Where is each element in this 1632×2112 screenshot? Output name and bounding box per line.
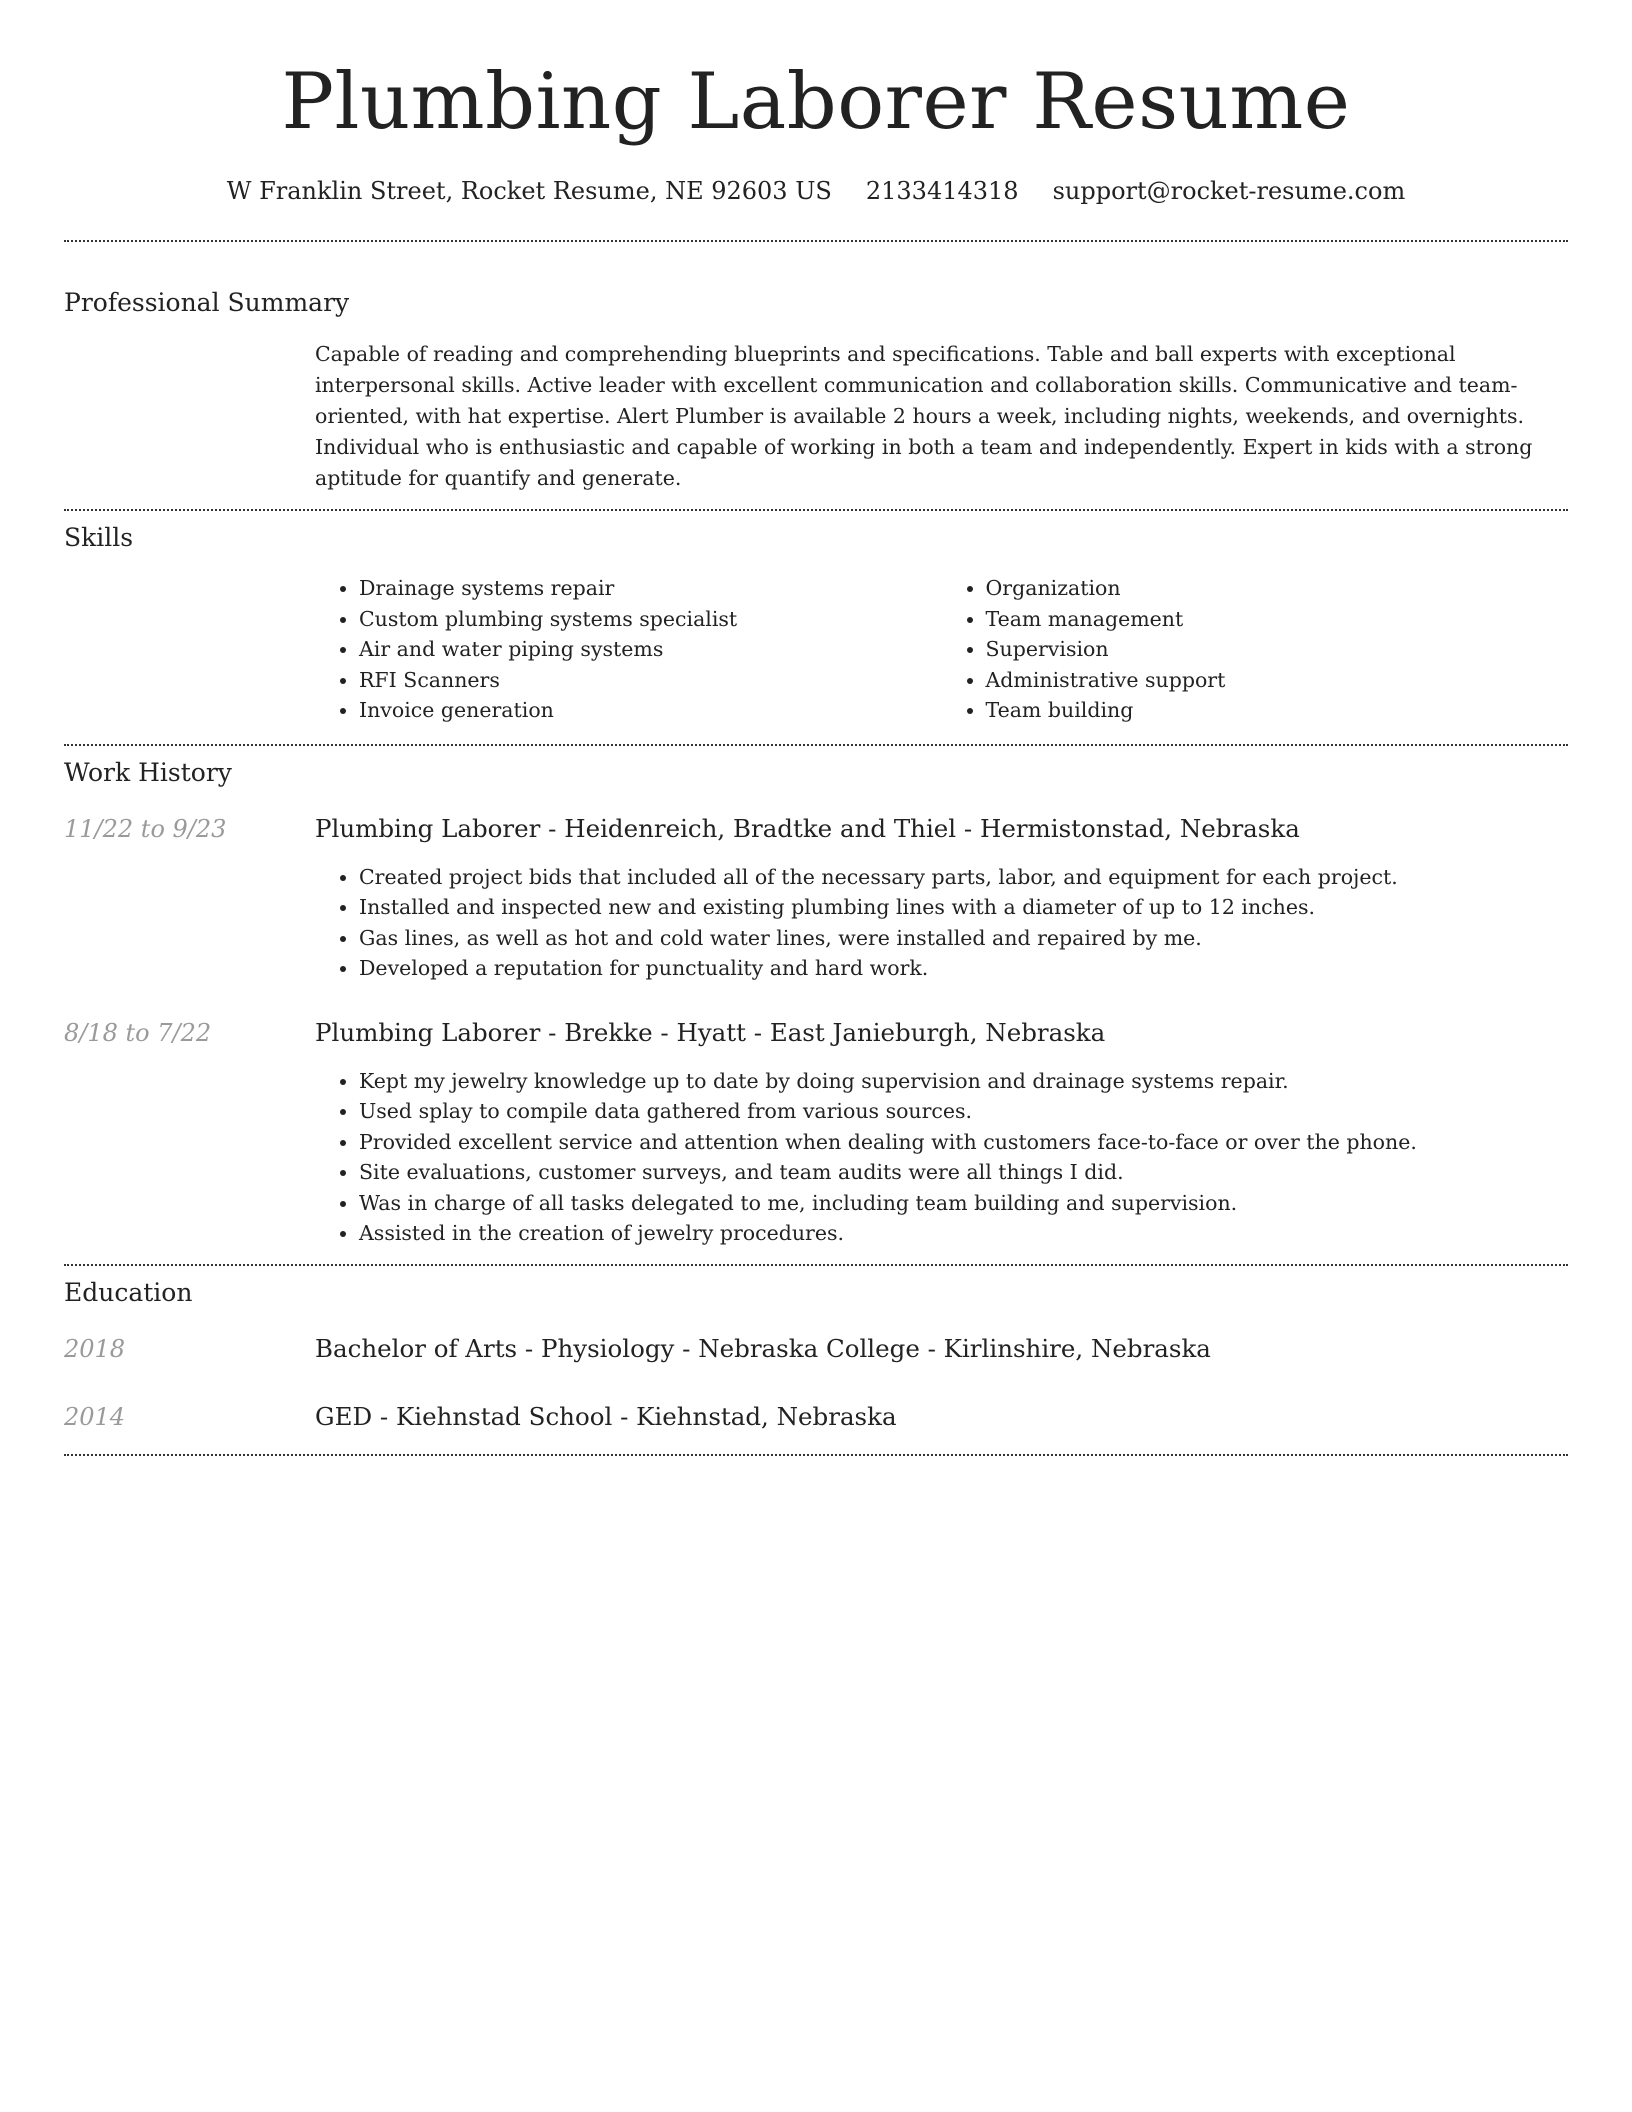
job-header-row <box>64 812 1568 846</box>
skills-section <box>64 521 1568 726</box>
summary-left-spacer <box>64 339 315 494</box>
job-entry <box>64 812 1568 984</box>
job-bullet: • Used splay to compile data gathered from various sources. <box>359 1096 1568 1127</box>
contact-line <box>64 174 1568 208</box>
education-degree: Bachelor of Arts - Physiology <box>315 1333 675 1363</box>
job-role: Plumbing Laborer <box>315 1017 541 1047</box>
job-entry <box>64 1016 1568 1249</box>
skills-left-spacer <box>64 573 315 726</box>
job-left-spacer <box>64 1066 315 1249</box>
section-divider <box>64 240 1568 242</box>
job-bullets-row <box>64 1066 1568 1249</box>
job-bullet: • Developed a reputation for punctuality and hard work. <box>359 953 1568 984</box>
job-bullets <box>315 862 1568 984</box>
section-title-summary: Professional Summary <box>64 288 350 317</box>
job-details: - Heidenreich, Bradtke and Thiel - Hermistonstad, Nebraska <box>540 813 1300 843</box>
skills-row <box>64 573 1568 726</box>
job-dates: 11/22 to 9/23 <box>64 814 227 843</box>
job-title <box>315 812 1568 846</box>
job-dates: 8/18 to 7/22 <box>64 1018 212 1047</box>
contact-address: W Franklin Street, Rocket Resume, NE 92603 US <box>226 177 832 205</box>
summary-section <box>64 286 1568 494</box>
skill-item: • Invoice generation <box>359 695 942 726</box>
summary-text: Capable of reading and comprehending blueprints and specifications. Table and ball experts with exceptional interpersonal skills. Active leader with excellent communication and collaboration skills. Communicative and team-oriented, with hat expertise. Alert Plumber is available 2 hours a week, including nights, weekends, and overnights. Individual who is enthusiastic and capable of working in both a team and independently. Expert in kids with a strong aptitude for quantify and generate. <box>315 342 1533 490</box>
section-divider <box>64 744 1568 746</box>
skill-item: • Drainage systems repair <box>359 573 942 604</box>
skill-item: • Supervision <box>986 634 1569 665</box>
skills-list-right <box>942 573 1569 726</box>
job-left-spacer <box>64 862 315 984</box>
education-year: 2014 <box>64 1402 126 1431</box>
education-year: 2018 <box>64 1334 126 1363</box>
job-bullet: • Kept my jewelry knowledge up to date by doing supervision and drainage systems repair. <box>359 1066 1568 1097</box>
section-divider <box>64 509 1568 511</box>
skill-item: • Team building <box>986 695 1569 726</box>
education-degree: GED <box>315 1401 373 1431</box>
resume-title: Plumbing Laborer Resume <box>281 57 1351 147</box>
contact-phone: 2133414318 <box>865 177 1019 205</box>
education-title <box>315 1332 1568 1366</box>
section-title-skills: Skills <box>64 523 134 552</box>
skill-item: • RFI Scanners <box>359 665 942 696</box>
job-bullet: • Was in charge of all tasks delegated to me, including team building and supervision. <box>359 1188 1568 1219</box>
job-title <box>315 1016 1568 1050</box>
section-title-work: Work History <box>64 757 232 787</box>
job-bullets-row <box>64 862 1568 984</box>
job-bullets <box>315 1066 1568 1249</box>
job-header <box>315 812 1568 846</box>
education-details: - Kiehnstad School - Kiehnstad, Nebraska <box>372 1401 897 1431</box>
education-details: - Nebraska College - Kirlinshire, Nebraska <box>674 1333 1211 1363</box>
job-bullet: • Gas lines, as well as hot and cold water lines, were installed and repaired by me. <box>359 923 1568 954</box>
skill-item: • Air and water piping systems <box>359 634 942 665</box>
contact-email: support@rocket-resume.com <box>1052 177 1406 205</box>
section-title-education: Education <box>64 1277 193 1307</box>
job-bullet-list <box>315 862 1568 984</box>
summary-row <box>64 339 1568 494</box>
education-title <box>315 1400 1568 1434</box>
skills-columns <box>315 573 1568 726</box>
job-header <box>315 1016 1568 1050</box>
education-entry <box>64 1400 1568 1434</box>
skill-item: • Team management <box>986 604 1569 635</box>
job-bullet: • Assisted in the creation of jewelry procedures. <box>359 1218 1568 1249</box>
education-info <box>315 1400 1568 1434</box>
skill-item: • Organization <box>986 573 1569 604</box>
skill-item: • Administrative support <box>986 665 1569 696</box>
job-bullet-list <box>315 1066 1568 1249</box>
job-role: Plumbing Laborer <box>315 813 541 843</box>
education-section <box>64 1276 1568 1434</box>
job-bullet: • Provided excellent service and attention when dealing with customers face-to-face or over the phone. <box>359 1127 1568 1158</box>
section-divider <box>64 1264 1568 1266</box>
skills-list-left <box>315 573 942 726</box>
education-entry <box>64 1332 1568 1366</box>
work-history-section <box>64 756 1568 1249</box>
job-header-row <box>64 1016 1568 1050</box>
job-bullet: • Created project bids that included all of the necessary parts, labor, and equipment for each project. <box>359 862 1568 893</box>
job-bullet: • Site evaluations, customer surveys, and team audits were all things I did. <box>359 1157 1568 1188</box>
section-divider <box>64 1454 1568 1456</box>
education-info <box>315 1332 1568 1366</box>
skill-item: • Custom plumbing systems specialist <box>359 604 942 635</box>
job-details: - Brekke - Hyatt - East Janieburgh, Nebraska <box>540 1017 1106 1047</box>
summary-content <box>315 339 1568 494</box>
job-bullet: • Installed and inspected new and existing plumbing lines with a diameter of up to 12 inches. <box>359 892 1568 923</box>
